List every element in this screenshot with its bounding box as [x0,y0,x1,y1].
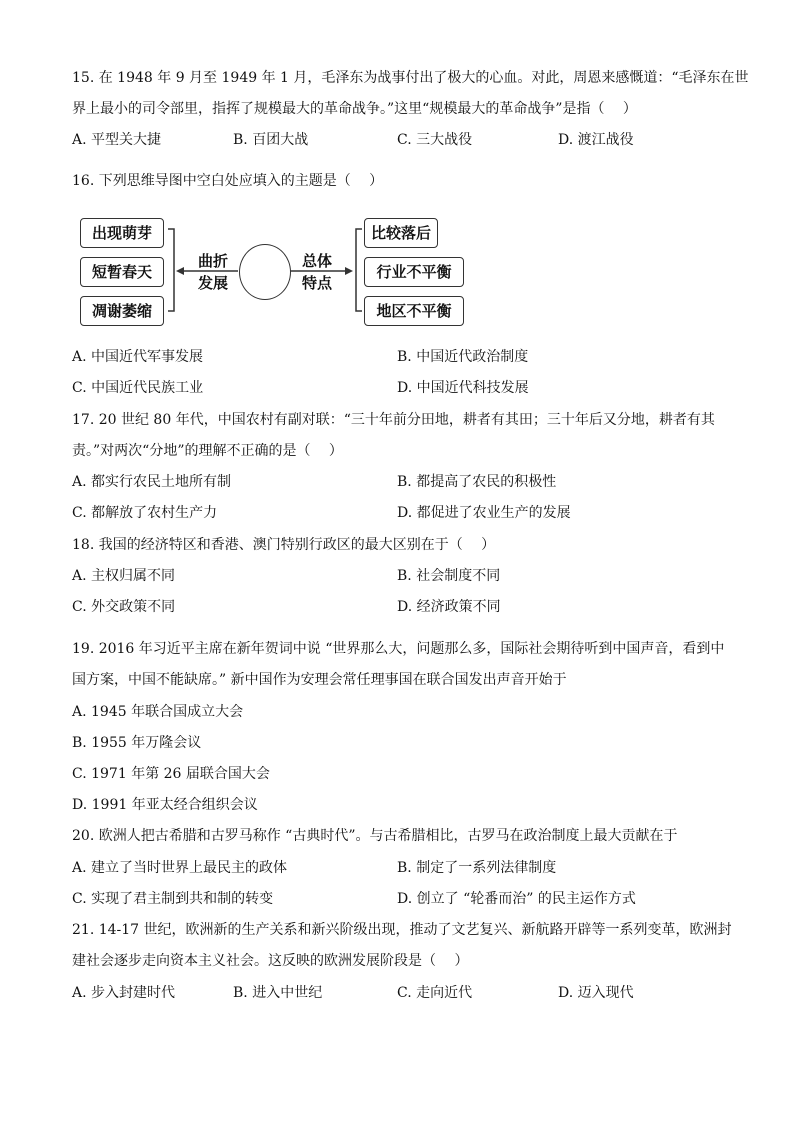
q15-option-b[interactable]: B. 百团大战 [233,132,309,148]
q19-option-c[interactable]: C. 1971 年第 26 届联合国大会 [72,766,270,782]
q15-stem-line2: 界上最小的司令部里，指挥了规模最大的革命战争。”这里“规模最大的革命战争”是指（ ） [72,101,637,117]
q16-option-b[interactable]: B. 中国近代政治制度 [397,349,529,365]
q20-option-b[interactable]: B. 制定了一系列法律制度 [397,860,557,876]
right-arrow-head [345,267,353,275]
q21-stem-line2: 建社会逐步走向资本主义社会。这反映的欧洲发展阶段是（ ） [72,953,469,969]
q17-option-a[interactable]: A. 都实行农民土地所有制 [72,474,232,490]
q21-option-c[interactable]: C. 走向近代 [397,985,473,1001]
q17-option-d[interactable]: D. 都促进了农业生产的发展 [397,505,571,521]
map-label-twists-top: 曲折 [197,252,228,270]
q15-stem-line1: 15. 在 1948 年 9 月至 1949 年 1 月，毛泽东为战事付出了极大的心血。对此，周恩来感慨道：“毛泽东在世 [72,70,749,86]
map-box-brief-spring: 短暂春天 [80,257,164,287]
q20-option-d[interactable]: D. 创立了 “轮番而治” 的民主运作方式 [397,891,636,907]
q18-option-a[interactable]: A. 主权归属不同 [72,568,176,584]
q19-option-d[interactable]: D. 1991 年亚太经合组织会议 [72,797,258,813]
q17-option-c[interactable]: C. 都解放了农村生产力 [72,505,218,521]
q15-option-d[interactable]: D. 渡江战役 [558,132,634,148]
map-label-twists-bottom: 发展 [197,274,228,292]
q19-stem-line2: 国方案，中国不能缺席。” 新中国作为安理会常任理事国在联合国发出声音开始于 [72,672,567,688]
q18-option-c[interactable]: C. 外交政策不同 [72,599,176,615]
q16-option-a[interactable]: A. 中国近代军事发展 [72,349,204,365]
q20-option-a[interactable]: A. 建立了当时世界上最民主的政体 [72,860,288,876]
map-box-region-imbalance: 地区不平衡 [364,296,464,326]
q21-option-b[interactable]: B. 进入中世纪 [233,985,323,1001]
left-arrow-head [176,267,184,275]
q16-stem: 16. 下列思维导图中空白处应填入的主题是（ ） [72,173,384,189]
q17-stem-line2: 责。”对两次“分地”的理解不正确的是（ ） [72,443,343,459]
q17-stem-line1: 17. 20 世纪 80 年代，中国农村有副对联：“三十年前分田地，耕者有其田；三十年后又分地，耕者有其 [72,412,715,428]
q19-option-b[interactable]: B. 1955 年万隆会议 [72,735,202,751]
right-bracket [356,229,362,311]
q15-option-c[interactable]: C. 三大战役 [397,132,473,148]
map-box-emergence: 出现萌芽 [80,218,164,248]
q18-stem: 18. 我国的经济特区和香港、澳门特别行政区的最大区别在于（ ） [72,537,496,553]
blank-topic-circle [239,244,291,300]
map-label-overall-bottom: 特点 [301,274,332,292]
q19-option-a[interactable]: A. 1945 年联合国成立大会 [72,704,244,720]
left-bracket [168,229,174,311]
mind-map-connectors [0,0,794,340]
q21-option-a[interactable]: A. 步入封建时代 [72,985,176,1001]
q17-option-b[interactable]: B. 都提高了农民的积极性 [397,474,557,490]
q20-option-c[interactable]: C. 实现了君主制到共和制的转变 [72,891,274,907]
q19-stem-line1: 19. 2016 年习近平主席在新年贺词中说 “世界那么大，问题那么多，国际社会期待听到中国声音，看到中 [72,641,725,657]
map-box-industry-imbalance: 行业不平衡 [364,257,464,287]
map-label-overall-top: 总体 [301,252,332,270]
map-box-withering: 凋谢萎缩 [80,296,164,326]
q15-option-a[interactable]: A. 平型关大捷 [72,132,162,148]
q21-stem-line1: 21. 14-17 世纪，欧洲新的生产关系和新兴阶级出现，推动了文艺复兴、新航路开辟等一系列变革，欧洲封 [72,922,732,938]
q21-option-d[interactable]: D. 迈入现代 [558,985,634,1001]
map-box-backward: 比较落后 [364,218,438,248]
q18-option-d[interactable]: D. 经济政策不同 [397,599,501,615]
q20-stem: 20. 欧洲人把古希腊和古罗马称作 “古典时代”。与古希腊相比，古罗马在政治制度上最大贡献在于 [72,828,678,844]
q18-option-b[interactable]: B. 社会制度不同 [397,568,501,584]
q16-option-d[interactable]: D. 中国近代科技发展 [397,380,529,396]
q16-option-c[interactable]: C. 中国近代民族工业 [72,380,204,396]
